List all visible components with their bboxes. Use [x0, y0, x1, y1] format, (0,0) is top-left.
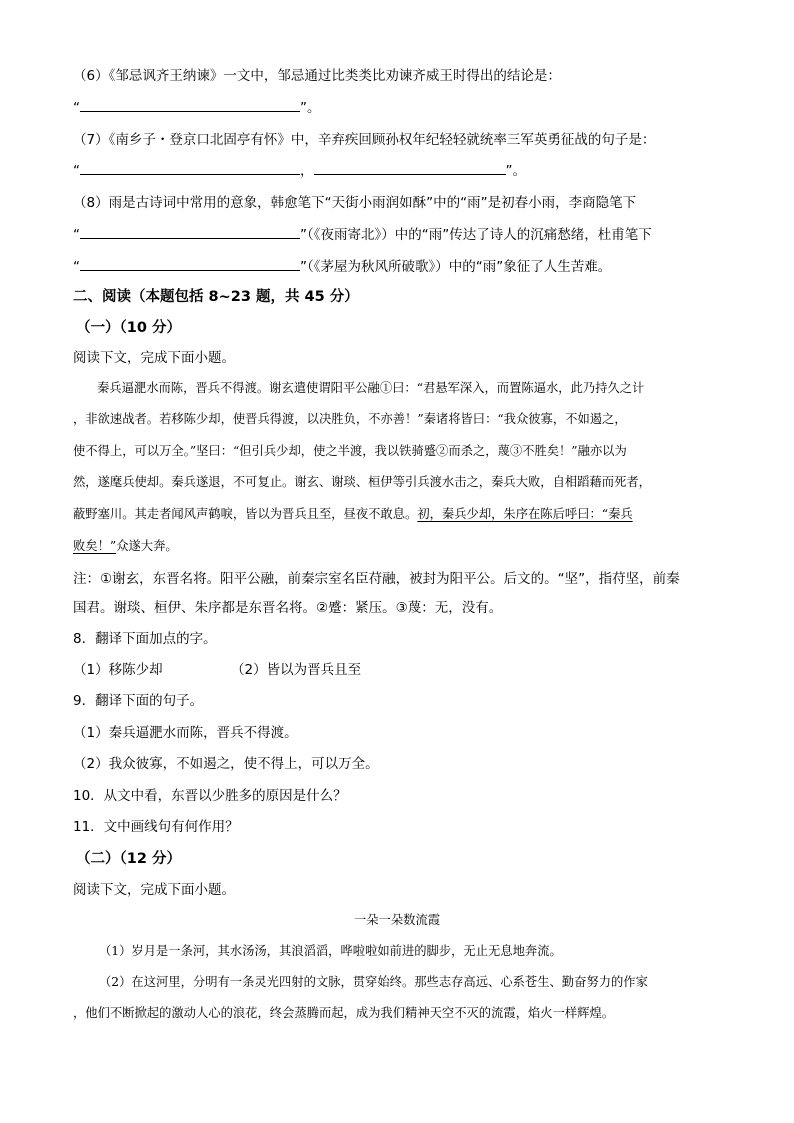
passage-line: 使不得上，可以万全。”坚曰：“但引兵少却，使之半渡，我以铁骑蹙②而杀之，蔑③不胜矣！”融亦以为 — [73, 444, 627, 458]
question-10: 10．从文中看，东晋以少胜多的原因是什么？ — [73, 788, 347, 804]
passage-text: 众遂大奔。 — [116, 539, 178, 553]
question-6: （6）《邹忌讽齐王纳谏》一文中，邹忌通过比类类比劝谏齐威王时得出的结论是： — [73, 68, 561, 84]
line-rest: ”（《夜雨寄北》）中的“雨”传达了诗人的沉痛愁绪，杜甫笔下 — [300, 227, 652, 243]
question-9-item-2: （2）我众彼寡，不如遏之，使不得上，可以万全。 — [73, 756, 379, 772]
open-quote: “ — [73, 100, 80, 116]
part-2-title: （二）（12 分） — [76, 851, 181, 867]
answer-blank[interactable] — [80, 224, 300, 239]
footnote: 注：①谢玄，东晋名将。阳平公融，前秦宗室名臣苻融，被封为阳平公。后文的。“坚”，指苻坚，前秦 — [73, 571, 680, 587]
question-11: 11．文中画线句有何作用？ — [73, 819, 239, 835]
passage-line: 秦兵逼淝水而陈，晋兵不得渡。谢玄遣使谓阳平公融①曰：“君悬军深入，而置陈逼水，此乃持久之计 — [97, 381, 645, 395]
close-quote: ”。 — [300, 100, 321, 116]
question-8-answer-line-1 — [73, 224, 652, 245]
line-rest: ”（《茅屋为秋风所破歌》）中的“雨”象征了人生苦难。 — [300, 259, 612, 275]
question-8-answer-line-2 — [73, 256, 611, 277]
passage-line — [73, 504, 633, 524]
part-2-instruction: 阅读下文，完成下面小题。 — [73, 882, 235, 898]
passage-line: ，非欲速战者。若移陈少却，使晋兵得渡，以决胜负，不亦善！”秦诸将皆曰：“我众彼寡，不如遏之， — [73, 412, 627, 426]
question-7-answer-line — [73, 160, 526, 181]
passage-line: 然，遂麾兵使却。秦兵遂退，不可复止。谢玄、谢琰、桓伊等引兵渡水击之，秦兵大败，自相蹈藉而死者， — [73, 475, 651, 489]
answer-blank[interactable] — [80, 160, 300, 175]
question-9: 9．翻译下面的句子。 — [73, 693, 204, 709]
underlined-sentence: 初，秦兵少却，朱序在陈后呼曰：“秦兵 — [417, 507, 633, 521]
question-7: （7）《南乡子・登京口北固亭有怀》中，辛弃疾回顾孙权年纪轻轻就统率三军英勇征战的句子是： — [73, 132, 656, 148]
footnote: 国君。谢琰、桓伊、朱序都是东晋名将。②蹙：紧压。③蔑：无，没有。 — [73, 600, 503, 616]
question-8-fill: （8）雨是古诗词中常用的意象，韩愈笔下“天街小雨润如酥”中的“雨”是初春小雨，李商隐笔下 — [73, 195, 637, 211]
article-paragraph: （1）岁月是一条河，其水汤汤，其浪滔滔，哗啦啦如前进的脚步，无止无息地奔流。 — [99, 944, 562, 958]
question-8-item-1: （1）移陈少却 — [73, 662, 163, 678]
answer-blank[interactable] — [80, 256, 300, 271]
answer-blank[interactable] — [80, 97, 300, 112]
passage-text: 蔽野塞川。其走者闻风声鹤唳，皆以为晋兵且至，昼夜不敢息。 — [73, 507, 418, 521]
underlined-sentence: 败矣！” — [73, 539, 117, 553]
passage-line — [73, 536, 178, 556]
article-paragraph: （2）在这河里，分明有一条灵光四射的文脉，贯穿始终。那些志存高远、心系苍生、勤奋努力的作家 — [99, 975, 648, 989]
article-title: 一朵一朵数流霞 — [353, 913, 441, 927]
question-6-answer-line — [73, 97, 321, 118]
question-9-item-1: （1）秦兵逼淝水而陈，晋兵不得渡。 — [73, 725, 298, 741]
question-8: 8．翻译下面加点的字。 — [73, 631, 217, 647]
open-quote: “ — [73, 227, 80, 243]
question-8-item-2: （2）皆以为晋兵且至 — [231, 662, 362, 678]
part-1-instruction: 阅读下文，完成下面小题。 — [73, 350, 235, 366]
close-quote: ”。 — [505, 163, 526, 179]
open-quote: “ — [73, 259, 80, 275]
section-heading: 二、阅读（本题包括 8~23 题，共 45 分） — [73, 289, 359, 305]
comma: ， — [300, 163, 314, 179]
open-quote: “ — [73, 163, 80, 179]
article-paragraph: ，他们不断掀起的激动人心的浪花，终会蒸腾而起，成为我们精神天空不灭的流霞，焰火一样辉煌。 — [73, 1006, 615, 1020]
part-1-title: （一）（10 分） — [76, 320, 181, 336]
answer-blank[interactable] — [314, 160, 506, 175]
